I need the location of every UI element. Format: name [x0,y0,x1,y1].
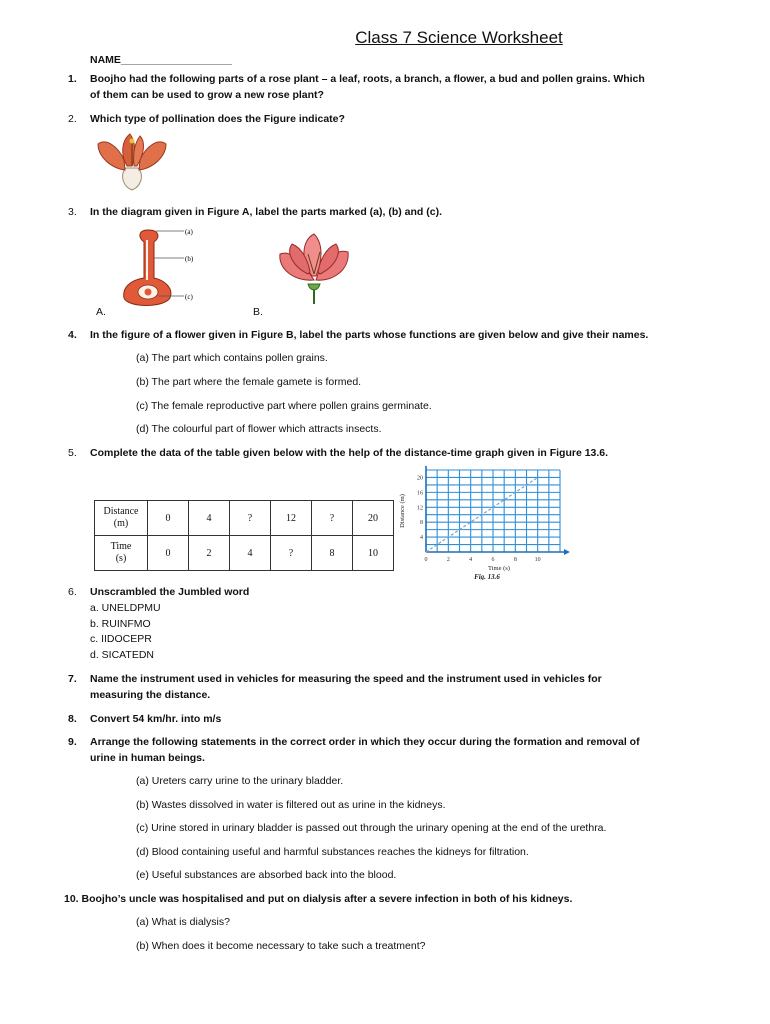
table-cell: 2 [189,536,230,571]
x-tick-label: 6 [491,557,495,563]
y-tick-label: 8 [420,520,423,527]
table-cell: 0 [148,536,189,571]
table-cell: 4 [189,501,230,536]
q6-number: 6. [68,586,77,598]
figure-caption: Fig. 13.6 [474,573,500,580]
q1-number: 1. [68,73,77,85]
q10-item-a: (a) What is dialysis? [136,916,230,928]
q7-number: 7. [68,673,77,685]
q5-number: 5. [68,447,77,459]
pollination-figure [92,130,172,194]
q2-text: Which type of pollination does the Figure indicate? [90,113,345,125]
label-a: (a) [185,228,193,236]
x-tick-label: 2 [446,557,450,563]
q1-text-line1: Boojho had the following parts of a rose plant – a leaf, roots, a branch, a flower, a bud and pollen grains. Which [90,73,645,85]
table-row [95,501,394,536]
x-tick-label: 8 [513,557,517,563]
distance-time-graph [396,462,572,580]
q9-text-line2: urine in human beings. [90,752,205,764]
table-cell: 20 [353,501,394,536]
table-cell: 0 [148,501,189,536]
table-header-time: Time (s) [95,536,148,571]
x-tick-label: 4 [469,557,473,563]
q9-text-line1: Arrange the following statements in the correct order in which they occur during the formation and removal of [90,736,640,748]
jumbled-word-c: c. IIDOCEPR [90,633,152,645]
q9-item-c: (c) Urine stored in urinary bladder is passed out through the urinary opening at the end of the urethra. [136,822,607,834]
jumbled-word-a: a. UNELDPMU [90,602,161,614]
q10-item-b: (b) When does it become necessary to take such a treatment? [136,940,426,952]
pistil-diagram-a [108,222,204,310]
figure-b-label: B. [253,306,263,318]
x-tick-label: 10 [534,557,541,563]
q2-number: 2. [68,113,77,125]
q1-text-line2: of them can be used to grow a new rose plant? [90,89,324,101]
distance-time-table [94,500,394,571]
q7-text-line2: measuring the distance. [90,689,211,701]
table-cell: 10 [353,536,394,571]
q4-item-a: (a) The part which contains pollen grains. [136,352,328,364]
table-cell: 12 [271,501,312,536]
q4-item-d: (d) The colourful part of flower which attracts insects. [136,423,382,435]
figure-a-label: A. [96,306,106,318]
x-axis-label: Time (s) [488,565,510,572]
q4-text: In the figure of a flower given in Figure B, label the parts whose functions are given below and give their names. [90,329,649,341]
y-tick-label: 16 [417,490,423,497]
table-cell: ? [271,536,312,571]
q9-item-e: (e) Useful substances are absorbed back into the blood. [136,869,397,881]
q5-text: Complete the data of the table given below with the help of the distance-time graph given in Figure 13.6. [90,447,609,459]
q4-number: 4. [68,329,77,341]
q4-item-c: (c) The female reproductive part where pollen grains germinate. [136,400,432,412]
q9-item-d: (d) Blood containing useful and harmful substances reaches the kidneys for filtration. [136,846,529,858]
label-c: (c) [185,293,193,301]
q8-text: Convert 54 km/hr. into m/s [90,713,222,725]
jumbled-word-b: b. RUINFMO [90,618,151,630]
q9-number: 9. [68,736,77,748]
q8-number: 8. [68,713,77,725]
q4-item-b: (b) The part where the female gamete is formed. [136,376,362,388]
flower-diagram-b [272,230,356,306]
jumbled-word-d: d. SICATEDN [90,649,154,661]
q7-text-line1: Name the instrument used in vehicles for measuring the speed and the instrument used in vehicles for [90,673,602,685]
q10-text: 10. Boojho’s uncle was hospitalised and put on dialysis after a severe infection in both of his kidneys. [64,893,573,905]
q6-text: Unscrambled the Jumbled word [90,586,250,598]
table-cell: 8 [312,536,353,571]
table-row [95,536,394,571]
q3-text: In the diagram given in Figure A, label the parts marked (a), (b) and (c). [90,206,443,218]
page-title: Class 7 Science Worksheet [355,28,563,47]
label-b: (b) [185,255,194,263]
name-line: NAME___________________ [90,54,232,66]
x-tick-label: 0 [424,557,428,563]
x-axis-arrow [564,549,570,555]
table-header-distance: Distance (m) [95,501,148,536]
y-tick-label: 20 [417,475,423,482]
q9-item-b: (b) Wastes dissolved in water is filtered out as urine in the kidneys. [136,799,446,811]
q3-number: 3. [68,206,77,218]
y-tick-label: 12 [417,505,423,512]
y-tick-label: 4 [420,535,423,542]
q9-item-a: (a) Ureters carry urine to the urinary bladder. [136,775,344,787]
y-axis-label: Distance (m) [399,494,406,528]
table-cell: ? [312,501,353,536]
table-cell: 4 [230,536,271,571]
table-cell: ? [230,501,271,536]
